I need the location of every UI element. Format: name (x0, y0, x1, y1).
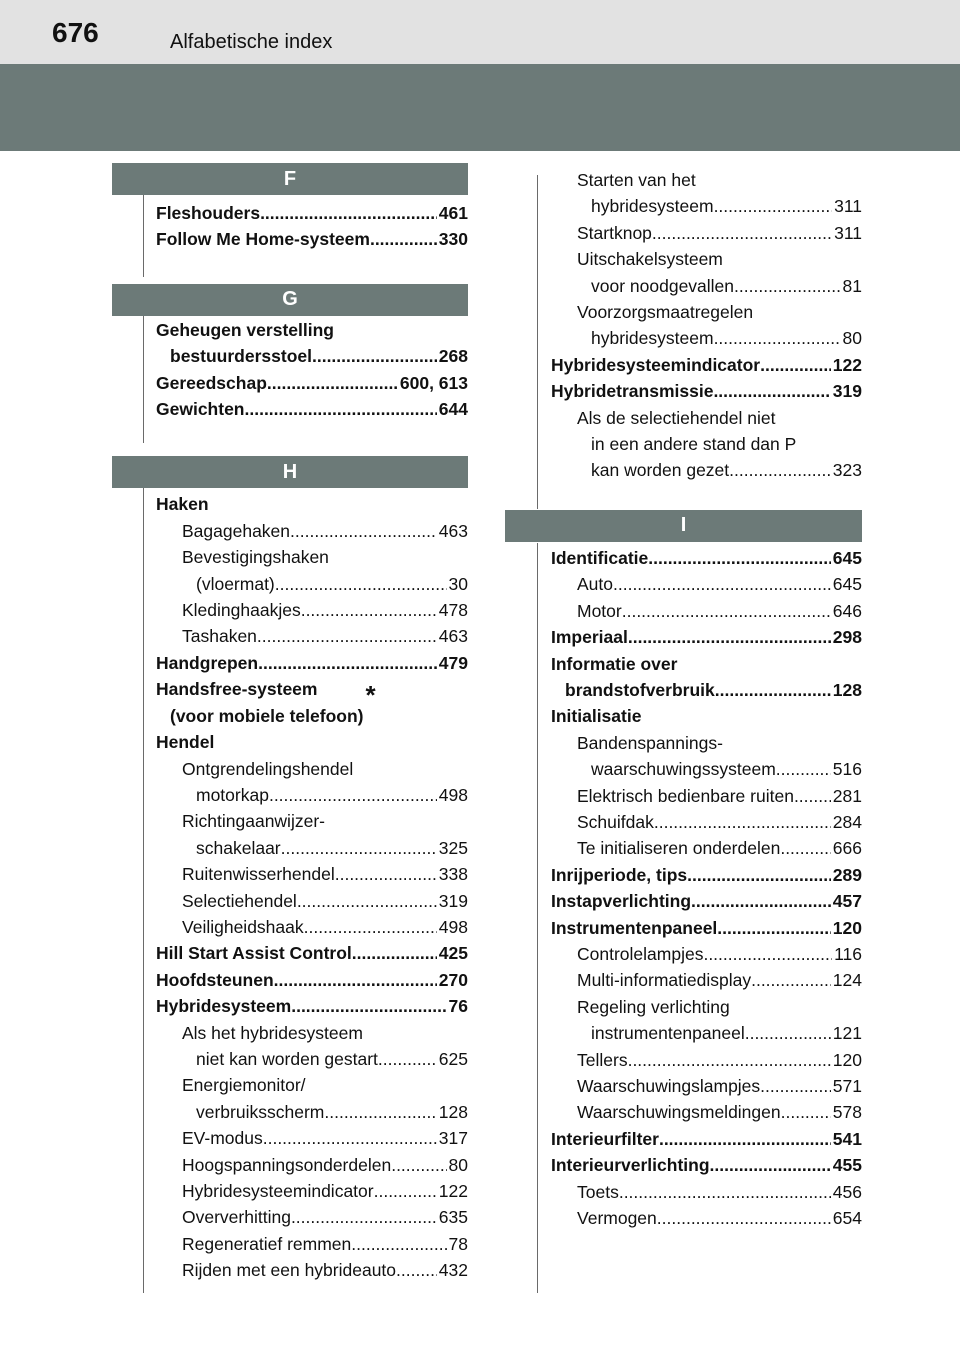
index-entry: Uitschakelsysteem (577, 249, 723, 270)
section-header-f: F (112, 163, 468, 195)
index-entry: EV-modus ..... 317 (156, 1125, 468, 1151)
index-entry: Regeneratief remmen ..... 78 (156, 1231, 468, 1257)
section-f-entries (156, 200, 468, 253)
index-entry: Instrumentenpaneel ..... 120 (551, 915, 862, 941)
index-entry: brandstofverbruik ..... 128 (551, 677, 862, 703)
index-entry: Informatie over (551, 653, 678, 674)
section-g-entries (156, 317, 468, 423)
page-header (0, 0, 960, 64)
index-entry: Inrijperiode, tips ..... 289 (551, 862, 862, 888)
index-entry: Controlelampjes ..... 116 (551, 941, 862, 967)
index-entry: Hill Start Assist Control ..... 425 (156, 940, 468, 966)
index-entry: (vloermat) ..... 30 (156, 571, 468, 597)
index-entry: Geheugen verstelling (156, 319, 334, 340)
footnote-asterisk: * (365, 679, 376, 710)
index-entry: Instapverlichting ..... 457 (551, 888, 862, 914)
index-entry: Voorzorgsmaatregelen (577, 302, 754, 323)
index-entry: Tashaken ..... 463 (156, 623, 468, 649)
index-entry: instrumentenpaneel ..... 121 (551, 1020, 862, 1046)
index-entry: schakelaar ..... 325 (156, 835, 468, 861)
index-entry: Haken (156, 494, 209, 515)
index-entry: Als de selectiehendel niet (577, 407, 776, 428)
index-entry: Imperiaal ..... 298 (551, 624, 862, 650)
index-entry: hybridesysteem ..... 80 (551, 325, 862, 351)
index-entry: Kledinghaakjes ..... 478 (156, 597, 468, 623)
index-entry: Hybridesysteemindicator ..... 122 (156, 1178, 468, 1204)
index-entry: hybridesysteem ..... 311 (551, 193, 862, 219)
index-entry: Tellers ..... 120 (551, 1047, 862, 1073)
index-entry: kan worden gezet ..... 323 (551, 457, 862, 483)
index-entry: Auto ..... 645 (551, 571, 862, 597)
index-entry: in een andere stand dan P (591, 434, 797, 455)
index-entry: Veiligheidshaak ..... 498 (156, 914, 468, 940)
section-header-i: I (505, 510, 862, 542)
index-entry: Selectiehendel ..... 319 (156, 888, 468, 914)
index-entry: Rijden met een hybrideauto ..... 432 (156, 1257, 468, 1283)
index-entry: Waarschuwingsmeldingen ..... 578 (551, 1099, 862, 1125)
index-entry: Interieurfilter ..... 541 (551, 1126, 862, 1152)
page-number: 676 (52, 17, 99, 48)
index-entry: Te initialiseren onderdelen ..... 666 (551, 835, 862, 861)
index-entry: Oververhitting ..... 635 (156, 1204, 468, 1230)
index-entry: Waarschuwingslampjes ..... 571 (551, 1073, 862, 1099)
index-entry: motorkap ..... 498 (156, 782, 468, 808)
section-h-continued-entries (551, 167, 862, 484)
index-entry: (voor mobiele telefoon) * (170, 679, 376, 726)
index-entry: Multi-informatiedisplay ..... 124 (551, 967, 862, 993)
index-entry: Handsfree-systeem (156, 679, 318, 700)
index-entry: waarschuwingssysteem ..... 516 (551, 756, 862, 782)
index-entry: Hybridetransmissie ..... 319 (551, 378, 862, 404)
index-entry: Identificatie ..... 645 (551, 545, 862, 571)
index-entry: Elektrisch bedienbare ruiten ..... 281 (551, 783, 862, 809)
index-entry: Energiemonitor/ (182, 1075, 306, 1096)
index-entry: Bevestigingshaken (182, 547, 329, 568)
section-i-entries (551, 545, 862, 1232)
index-entry: Startknop ..... 311 (551, 220, 862, 246)
index-entry: Handgrepen ..... 479 (156, 650, 468, 676)
index-entry: Ontgrendelingshendel (182, 758, 354, 779)
index-column-left (112, 163, 468, 1284)
index-entry: Initialisatie (551, 706, 642, 727)
index-entry: Hybridesysteem ..... 76 (156, 993, 468, 1019)
index-entry: Starten van het (577, 170, 696, 190)
index-entry: Hoofdsteunen ..... 270 (156, 967, 468, 993)
index-entry: Gewichten ..... 644 (156, 396, 468, 422)
index-entry: verbruiksscherm ..... 128 (156, 1099, 468, 1125)
index-entry: Hendel (156, 732, 215, 753)
section-h-entries (156, 491, 468, 1283)
section-header-h: H (112, 456, 468, 488)
index-entry: Als het hybridesysteem (182, 1022, 363, 1043)
index-entry: Bandenspannings- (577, 732, 723, 753)
index-entry: Fleshouders ..... 461 (156, 200, 468, 226)
index-entry: Vermogen ..... 654 (551, 1205, 862, 1231)
header-band (0, 64, 960, 151)
index-entry: niet kan worden gestart ..... 625 (156, 1046, 468, 1072)
index-entry: Toets ..... 456 (551, 1179, 862, 1205)
index-entry: Richtingaanwijzer- (182, 811, 325, 832)
index-entry: Bagagehaken ..... 463 (156, 518, 468, 544)
index-column-right (505, 163, 862, 1231)
index-entry: Hybridesysteemindicator ..... 122 (551, 352, 862, 378)
index-entry: bestuurdersstoel ..... 268 (156, 343, 468, 369)
index-entry: Schuifdak ..... 284 (551, 809, 862, 835)
index-entry: Interieurverlichting ..... 455 (551, 1152, 862, 1178)
section-header-g: G (112, 284, 468, 316)
index-entry: voor noodgevallen ..... 81 (551, 273, 862, 299)
index-entry: Regeling verlichting (577, 996, 730, 1017)
index-entry: Follow Me Home-systeem ..... 330 (156, 226, 468, 252)
index-entry: Gereedschap ..... 600, 613 (156, 370, 468, 396)
page-title: Alfabetische index (170, 31, 333, 53)
index-entry: Ruitenwisserhendel ..... 338 (156, 861, 468, 887)
index-entry: Hoogspanningsonderdelen ..... 80 (156, 1152, 468, 1178)
index-entry: Motor ..... 646 (551, 598, 862, 624)
